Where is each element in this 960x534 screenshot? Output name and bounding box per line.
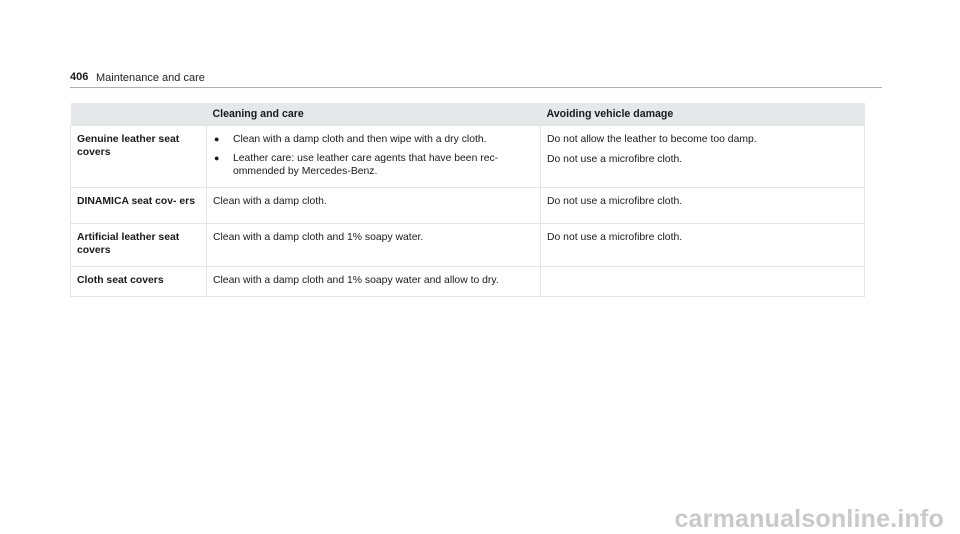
list-item	[213, 133, 534, 146]
damage-cell: Do not use a microfibre cloth.	[541, 224, 865, 267]
section-title: Maintenance and care	[96, 72, 205, 84]
material-cell: DINAMICA seat cov- ers	[71, 188, 207, 224]
list-item-text: Leather care: use leather care agents that have been rec- ommended by Mercedes-Benz.	[233, 153, 499, 177]
bullet-icon: ●	[214, 153, 220, 163]
material-cell: Genuine leather seat covers	[71, 126, 207, 188]
material-cell: Artificial leather seat covers	[71, 224, 207, 267]
damage-note: Do not allow the leather to become too damp.	[547, 134, 757, 145]
table-row	[71, 267, 865, 297]
table-row	[71, 126, 865, 188]
cleaning-cell	[207, 126, 541, 188]
page-header	[70, 70, 882, 88]
damage-cell: Do not use a microfibre cloth.	[541, 188, 865, 224]
table-row	[71, 224, 865, 267]
cleaning-cell: Clean with a damp cloth and 1% soapy water.	[207, 224, 541, 267]
page-number: 406	[70, 71, 89, 83]
list-item-text: Clean with a damp cloth and then wipe with a dry cloth.	[233, 134, 487, 145]
watermark: carmanualsonline.info	[674, 505, 944, 533]
seat-cover-care-table	[70, 103, 865, 297]
column-header-cleaning: Cleaning and care	[207, 103, 541, 126]
column-header-damage: Avoiding vehicle damage	[541, 103, 865, 126]
list-item	[213, 152, 534, 178]
table-header-row	[71, 103, 865, 126]
cleaning-cell: Clean with a damp cloth and 1% soapy water and allow to dry.	[207, 267, 541, 297]
cleaning-list	[213, 133, 534, 178]
bullet-icon: ●	[214, 134, 220, 144]
material-cell: Cloth seat covers	[71, 267, 207, 297]
damage-cell	[541, 267, 865, 297]
table-row	[71, 188, 865, 224]
damage-cell	[541, 126, 865, 188]
damage-note: Do not use a microfibre cloth.	[547, 154, 683, 165]
column-header-material	[71, 103, 207, 126]
cleaning-cell: Clean with a damp cloth.	[207, 188, 541, 224]
